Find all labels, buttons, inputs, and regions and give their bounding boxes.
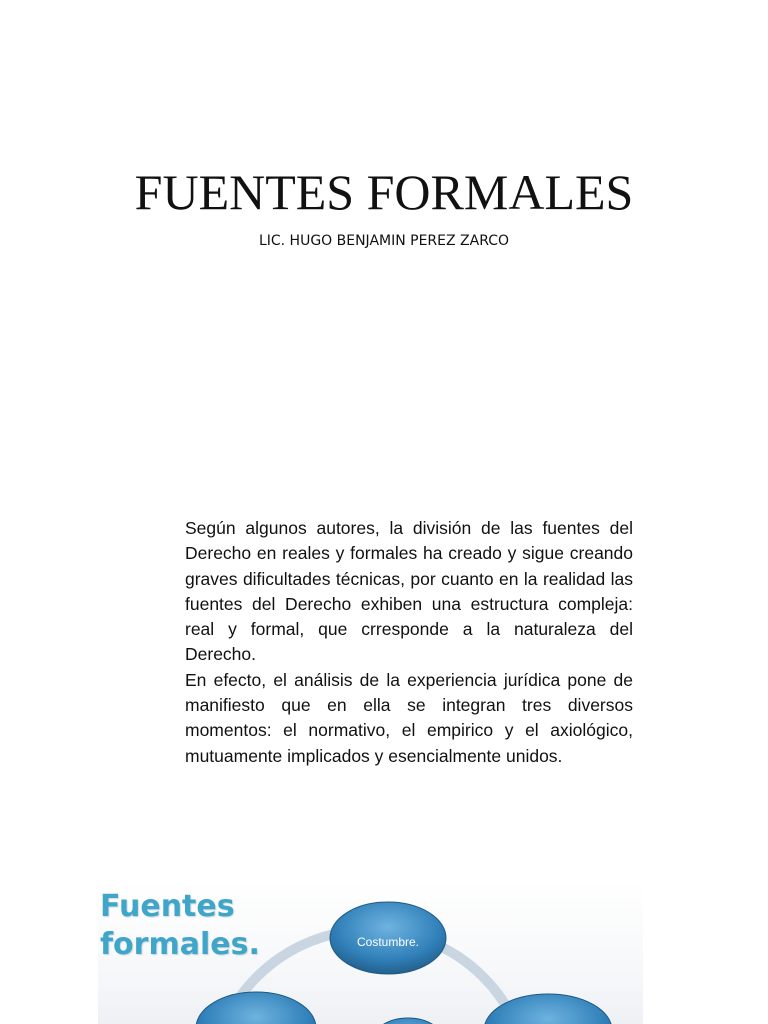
diagram-title-line: Fuentes (100, 889, 235, 924)
diagram-title (100, 888, 260, 964)
author-name: LIC. HUGO BENJAMIN PEREZ ZARCO (258, 233, 510, 249)
node-left (196, 992, 316, 1024)
diagram-title-line: formales. (100, 927, 260, 962)
page-title: FUENTES FORMALES (134, 164, 634, 220)
paragraph: Según algunos autores, la división de las fuentes del Derecho en reales y formales ha creado y sigue creando graves dificultades técnicas, por cuanto en la realidad las fuentes del Derecho exhiben una estructura compleja: real y formal, que crresponde a la naturaleza del Derecho. (185, 518, 633, 665)
body-text (185, 516, 633, 769)
node-center (368, 1018, 448, 1024)
fuentes-formales-diagram (98, 880, 643, 1024)
node-costumbre-label: Costumbre. (356, 935, 420, 949)
paragraph: En efecto, el análisis de la experiencia jurídica pone de manifiesto que en ella se integran tres diversos momentos: el normativo, el empirico y el axiológico, mutuamente implicados y esencialmente unidos. (185, 669, 633, 766)
